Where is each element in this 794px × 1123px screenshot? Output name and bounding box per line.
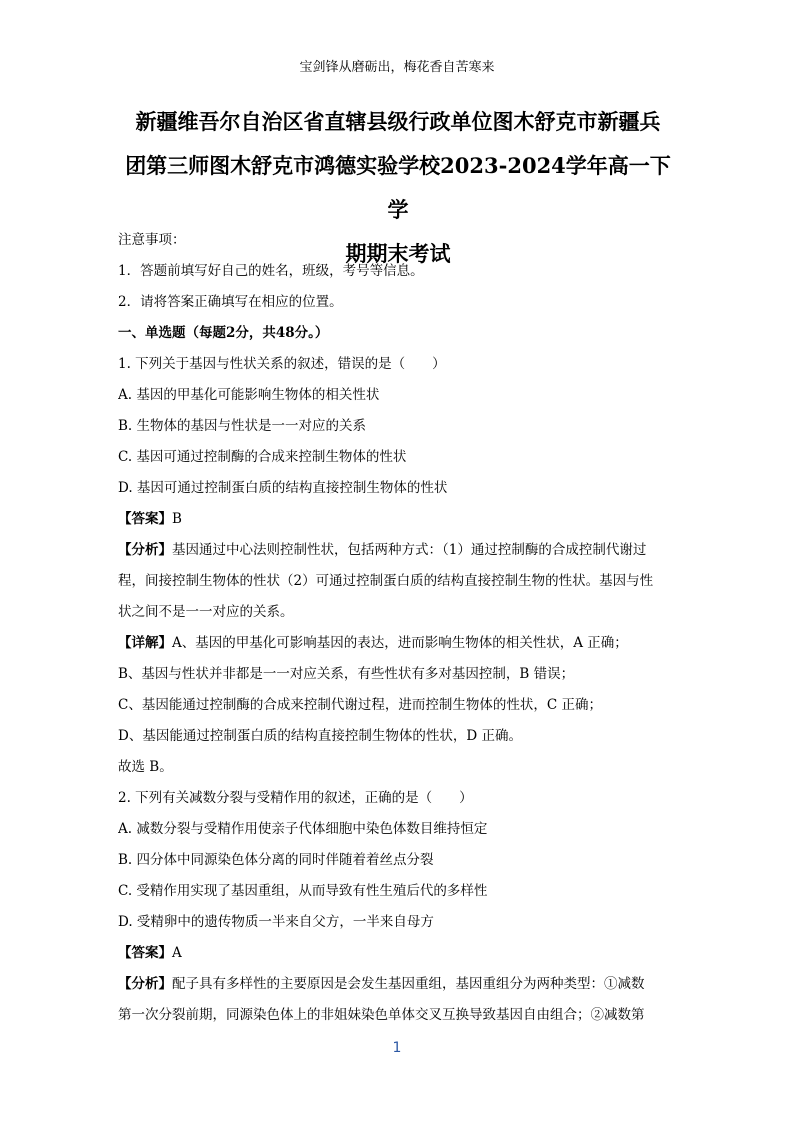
notice-item-2: 2．请将答案正确填写在相应的位置。 bbox=[118, 294, 343, 310]
q2-option-c: C. 受精作用实现了基因重组，从而导致有性生殖后代的多样性 bbox=[118, 883, 488, 899]
q1-stem: 1. 下列关于基因与性状关系的叙述，错误的是（ ） bbox=[118, 356, 446, 372]
q1-analysis-1 bbox=[118, 535, 678, 566]
analysis-text: 基因通过中心法则控制性状，包括两种方式：（1）通过控制酶的合成控制代谢过 bbox=[172, 542, 647, 558]
q2-stem: 2. 下列有关减数分裂与受精作用的叙述，正确的是（ ） bbox=[118, 790, 473, 806]
page-header: 宝剑锋从磨砺出，梅花香自苦寒来 bbox=[299, 60, 495, 75]
analysis-text: 配子具有多样性的主要原因是会发生基因重组，基因重组分为两种类型：①减数 bbox=[172, 976, 645, 992]
notice-item-1: 1．答题前填写好自己的姓名，班级，考号等信息。 bbox=[118, 263, 424, 279]
notice-heading: 注意事项： bbox=[118, 232, 186, 248]
detail-text: A、基因的甲基化可影响基因的表达，进而影响生物体的相关性状，A 正确； bbox=[172, 635, 628, 651]
q1-analysis-3: 状之间不是一一对应的关系。 bbox=[118, 604, 294, 620]
answer-value: B bbox=[172, 511, 182, 527]
q1-detail-1 bbox=[118, 628, 678, 659]
q1-detail-2: B、基因与性状并非都是一一对应关系，有些性状有多对基因控制，B 错误； bbox=[118, 666, 575, 682]
title-line-1: 新疆维吾尔自治区省直辖县级行政单位图木舒克市新疆兵 bbox=[135, 109, 661, 134]
q2-analysis-2: 第一次分裂前期，同源染色体上的非姐妹染色单体交叉互换导致基因自由组合；②减数第 bbox=[118, 1007, 645, 1023]
q1-conclusion: 故选 B。 bbox=[118, 759, 173, 775]
document-body bbox=[118, 225, 678, 1031]
q2-option-d: D. 受精卵中的遗传物质一半来自父方，一半来自母方 bbox=[118, 914, 434, 930]
q1-option-d: D. 基因可通过控制蛋白质的结构直接控制生物体的性状 bbox=[118, 480, 448, 496]
q1-detail-4: D、基因能通过控制蛋白质的结构直接控制生物体的性状，D 正确。 bbox=[118, 728, 522, 744]
q1-detail-3: C、基因能通过控制酶的合成来控制代谢过程，进而控制生物体的性状，C 正确； bbox=[118, 697, 602, 713]
answer-label: 【答案】 bbox=[118, 945, 172, 961]
q1-option-c: C. 基因可通过控制酶的合成来控制生物体的性状 bbox=[118, 449, 407, 465]
q1-option-b: B. 生物体的基因与性状是一一对应的关系 bbox=[118, 418, 367, 434]
q2-analysis-1 bbox=[118, 969, 678, 1000]
detail-label: 【详解】 bbox=[118, 635, 172, 651]
answer-label: 【答案】 bbox=[118, 511, 172, 527]
q1-option-a: A. 基因的甲基化可能影响生物体的相关性状 bbox=[118, 387, 380, 403]
q2-option-b: B. 四分体中同源染色体分离的同时伴随着着丝点分裂 bbox=[118, 852, 434, 868]
q1-answer bbox=[118, 504, 678, 535]
q1-analysis-2: 程，间接控制生物体的性状（2）可通过控制蛋白质的结构直接控制生物的性状。基因与性 bbox=[118, 573, 654, 589]
title-line-2: 团第三师图木舒克市鸿德实验学校2023-2024学年高一下学 bbox=[125, 153, 671, 222]
q2-answer bbox=[118, 938, 678, 969]
answer-value: A bbox=[172, 945, 182, 961]
title-line-3: 期期末考试 bbox=[345, 241, 451, 266]
analysis-label: 【分析】 bbox=[118, 976, 172, 992]
section-heading: 一、单选题（每题2分，共48分。） bbox=[118, 325, 329, 341]
q2-option-a: A. 减数分裂与受精作用使亲子代体细胞中染色体数目维持恒定 bbox=[118, 821, 488, 837]
page-number: 1 bbox=[392, 1040, 402, 1056]
analysis-label: 【分析】 bbox=[118, 542, 172, 558]
